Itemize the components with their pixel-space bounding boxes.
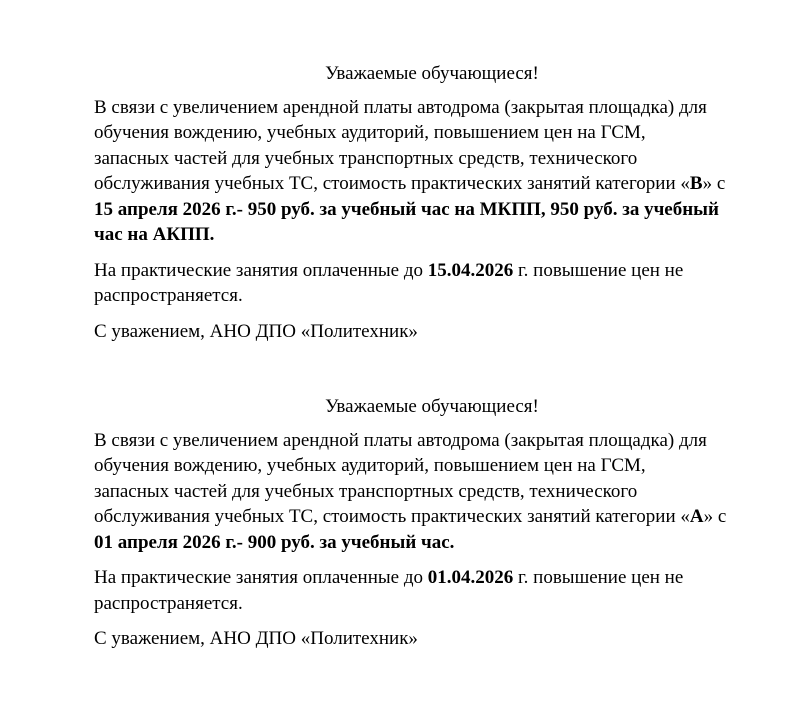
notice-title: Уважаемые обучающиеся! — [325, 63, 539, 84]
body-line: обслуживания учебных ТС, стоимость практических занятий категории « — [94, 173, 690, 194]
paid-line: распространяется. — [94, 285, 243, 306]
price-line: 15 апреля 2026 г.- 950 руб. за учебный час на МКПП, 950 руб. за учебный — [94, 198, 719, 220]
paid-suffix: г. повышение цен не — [513, 567, 684, 588]
body-line: обслуживания учебных ТС, стоимость практических занятий категории « — [94, 506, 690, 527]
paid-date: 01.04.2026 — [427, 567, 514, 588]
paid-notice — [94, 565, 774, 616]
signature: С уважением, АНО ДПО «Политехник» — [94, 320, 418, 342]
price-line: 01 апреля 2026 г.- 900 руб. за учебный час. — [94, 531, 455, 553]
price-line: час на АКПП. — [94, 224, 215, 245]
body-line: В связи с увеличением арендной платы автодрома (закрытая площадка) для — [94, 429, 707, 451]
signature: С уважением, АНО ДПО «Политехник» — [94, 628, 418, 649]
category-letter: В — [689, 173, 703, 194]
body-line: » с — [702, 173, 726, 194]
notice-category-a — [94, 394, 774, 652]
paid-notice — [94, 258, 774, 309]
notice-body — [94, 95, 774, 248]
paid-date: 15.04.2026 — [427, 259, 514, 281]
notice-body — [94, 428, 774, 556]
category-letter: А — [689, 506, 704, 527]
body-line: В связи с увеличением арендной платы автодрома (закрытая площадка) для — [94, 96, 707, 118]
body-line: запасных частей для учебных транспортных средств, технического — [94, 147, 638, 169]
notice-title: Уважаемые обучающиеся! — [325, 396, 539, 417]
body-line: » с — [703, 506, 727, 527]
paid-prefix: На практические занятия оплаченные до — [94, 259, 428, 281]
paid-prefix: На практические занятия оплаченные до — [94, 567, 428, 588]
body-line: обучения вождению, учебных аудиторий, повышением цен на ГСМ, — [94, 455, 646, 476]
paid-line: распространяется. — [94, 592, 243, 614]
notice-category-b — [94, 61, 774, 344]
paid-suffix: г. повышение цен не — [513, 259, 684, 281]
body-line: запасных частей для учебных транспортных средств, технического — [94, 480, 638, 502]
body-line: обучения вождению, учебных аудиторий, повышением цен на ГСМ, — [94, 122, 646, 143]
